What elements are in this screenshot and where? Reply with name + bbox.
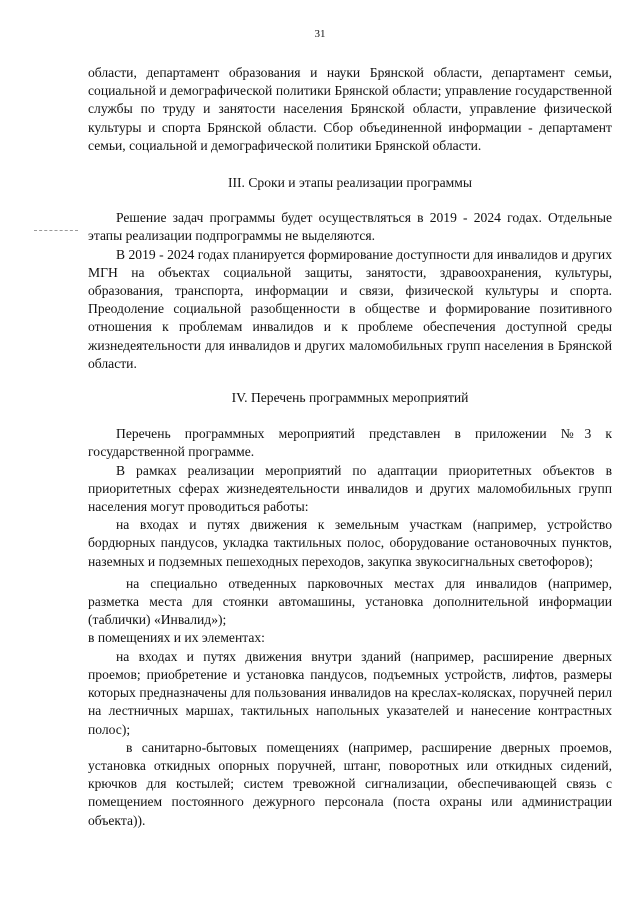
section-3-paragraph-2: В 2019 - 2024 годах планируется формирование доступности для инвалидов и других МГН на объектах социальной защиты, занятости, здравоохранения, культуры, образования, транспорта, информации и связи, физической культуры и спорта. Преодоление социальной разобщенности в обществе и формирование позитивного отношения к проблемам инвалидов и к проблеме обеспечения доступной среды жизнедеятельности для инвалидов и других маломобильных групп населения в Брянской области. (88, 246, 612, 371)
page-content (88, 64, 612, 830)
section-4-paragraph-6: на входах и путях движения внутри зданий (например, расширение дверных проемов; приобретение и установка пандусов, подъемных устройств, лифтов, размеры которых предназначены для пользования инвалидов на креслах-колясках, поручней перил на лестничных маршах, тактильных напольных указателей и нанесение контрастных полос); (88, 648, 612, 737)
scan-margin-mark (34, 230, 78, 231)
section-3-title: III. Сроки и этапы реализации программы (227, 175, 473, 191)
section-4-paragraph-2: В рамках реализации мероприятий по адаптации приоритетных объектов в приоритетных сферах жизнедеятельности инвалидов и других маломобильных групп населения могут проводиться работы: (88, 462, 612, 515)
section-3-paragraph-1: Решение задач программы будет осуществляться в 2019 - 2024 годах. Отдельные этапы реализации подпрограммы не выделяются. (88, 210, 612, 244)
paragraph-continuation: области, департамент образования и науки Брянской области, департамент семьи, социальной и демографической политики Брянской области; управление государственной службы по труду и занятости населения Брянской области, управление физической культуры и спорта Брянской области. Сбор объединенной информации - департамент семьи, социальной и демографической политики Брянской области. (88, 65, 612, 153)
section-4-paragraph-5: в помещениях и их элементах: (88, 630, 265, 646)
page-number: 31 (314, 28, 326, 40)
section-4-paragraph-4: на специально отведенных парковочных местах для инвалидов (например, разметка места для стоянки автомашины, установка дополнительной информации (таблички) «Инвалид»); (88, 575, 612, 628)
section-4-title: IV. Перечень программных мероприятий (231, 390, 469, 406)
section-4-paragraph-1: Перечень программных мероприятий представлен в приложении №3 к государственной программе. (88, 426, 612, 460)
section-4-paragraph-3: на входах и путях движения к земельным участкам (например, устройство бордюрных пандусов, укладка тактильных полос, оборудование остановочных пунктов, наземных и подземных пешеходных переходов, закупка звукосигнальных светофоров); (88, 517, 612, 569)
section-4-paragraph-7: в санитарно-бытовых помещениях (например, расширение дверных проемов, установка откидных опорных поручней, штанг, поворотных или откидных сидений, крючков для костылей; систем тревожной сигнализации, обеспечивающей связь с помещением постоянного дежурного персонала (поста охраны или администрации объекта)). (88, 739, 612, 828)
